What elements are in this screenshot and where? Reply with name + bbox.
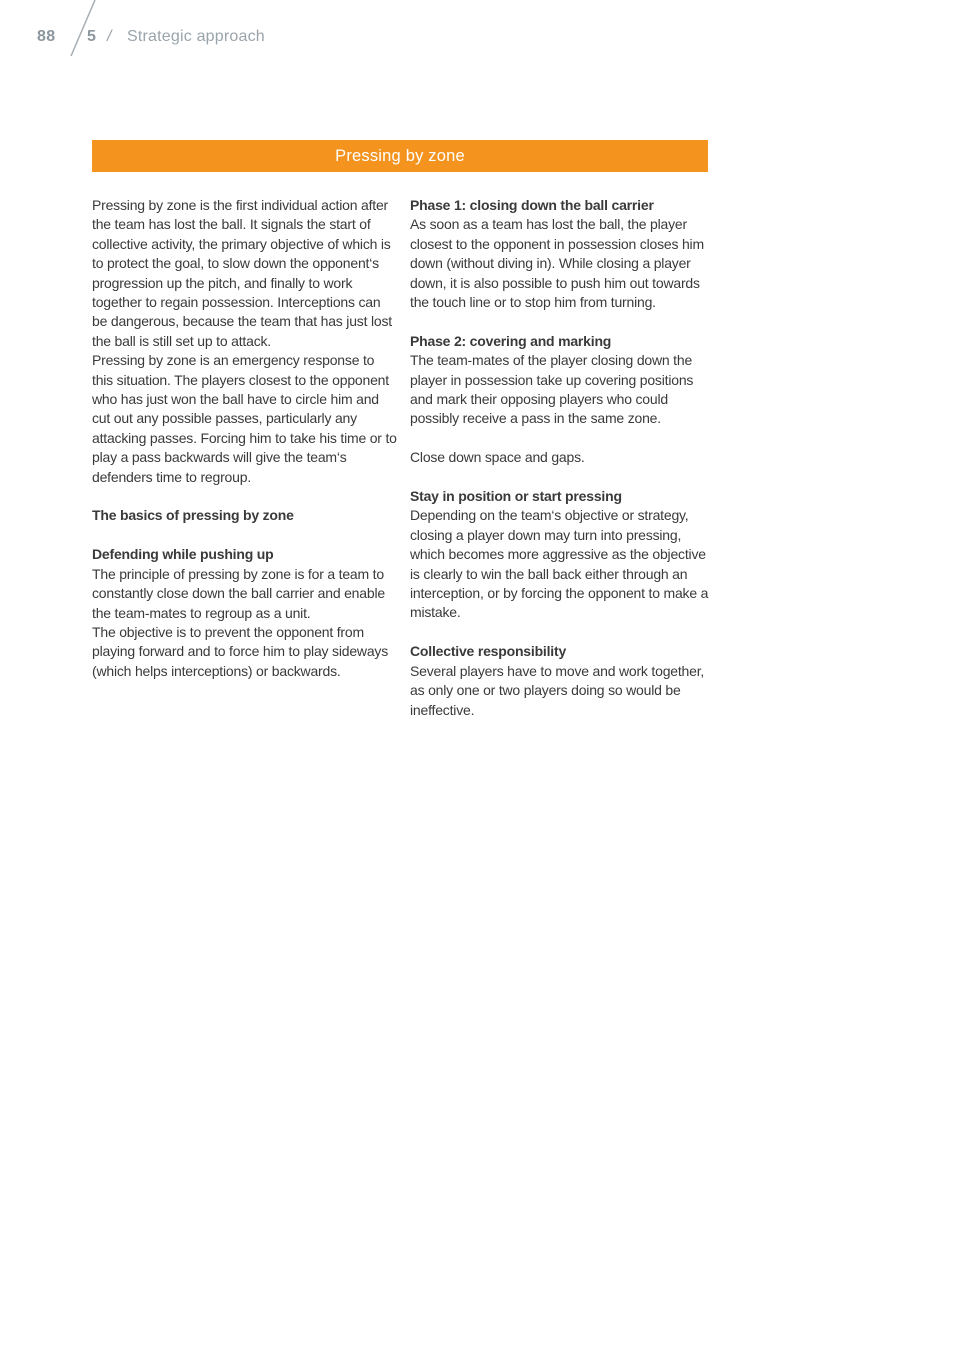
paragraph-stay-in-position: Depending on the team‘s objective or strategy, closing a player down may turn into pressing, which becomes more aggressive as the objective is clearly to win the ball back either through an interception, or by forcing the opponent to make a mistake. bbox=[410, 507, 709, 621]
chapter-title: Strategic approach bbox=[127, 28, 265, 45]
chapter-number: 5 bbox=[87, 28, 96, 45]
sub-heading-defending: Defending while pushing up bbox=[92, 546, 274, 563]
paragraph-phase-2: The team-mates of the player closing down the player in possession take up covering positions and mark their opposing players who could possibly receive a pass in the same zone. bbox=[410, 352, 694, 427]
section-banner bbox=[92, 140, 708, 172]
section-heading-basics: The basics of pressing by zone bbox=[92, 507, 294, 524]
paragraph-collective-responsibility: Several players have to move and work together, as only one or two players doing so would be ineffective. bbox=[410, 662, 705, 718]
banner-title: Pressing by zone bbox=[335, 147, 465, 165]
paragraph-intro-1: Pressing by zone is the first individual action after the team has lost the ball. It signals the start of collective activity, the primary objective of which is to protect the goal, to slow down the opponent‘s progression up the pitch, and finally to work together to regain possession. Interceptions can be dangerous, because the team that has just lost the ball is still set up to attack. bbox=[92, 197, 392, 349]
page-header bbox=[0, 0, 959, 70]
sub-heading-collective-responsibility: Collective responsibility bbox=[410, 643, 567, 660]
right-column bbox=[410, 196, 712, 720]
sub-heading-phase-1: Phase 1: closing down the ball carrier bbox=[410, 197, 654, 213]
content-columns bbox=[92, 196, 712, 720]
paragraph-intro-2: Pressing by zone is an emergency response to this situation. The players closest to the opponent who has just won the ball have to circle him and cut out any possible passes, particularly any attacking passes. Forcing him to take his time or to play a pass backwards will give the team‘s defenders time to regroup. bbox=[92, 352, 397, 485]
sub-heading-stay-in-position: Stay in position or start pressing bbox=[410, 488, 622, 505]
paragraph-close-down: Close down space and gaps. bbox=[410, 449, 585, 466]
paragraph-principle: The principle of pressing by zone is for a team to constantly close down the ball carrier and enable the team-mates to regroup as a unit. bbox=[92, 565, 385, 621]
slash-separator: / bbox=[107, 28, 112, 45]
paragraph-objective: The objective is to prevent the opponent from playing forward and to force him to play sideways (which helps interceptions) or backwards. bbox=[92, 623, 389, 679]
sub-heading-phase-2: Phase 2: covering and marking bbox=[410, 332, 612, 349]
left-column bbox=[92, 196, 398, 720]
diagonal-divider bbox=[60, 0, 106, 58]
paragraph-phase-1: As soon as a team has lost the ball, the player closest to the opponent in possession closes him down (without diving in). While closing a player down, it is also possible to push him out towards the touch line or to stop him from turning. bbox=[410, 216, 704, 311]
page-number: 88 bbox=[37, 28, 56, 45]
